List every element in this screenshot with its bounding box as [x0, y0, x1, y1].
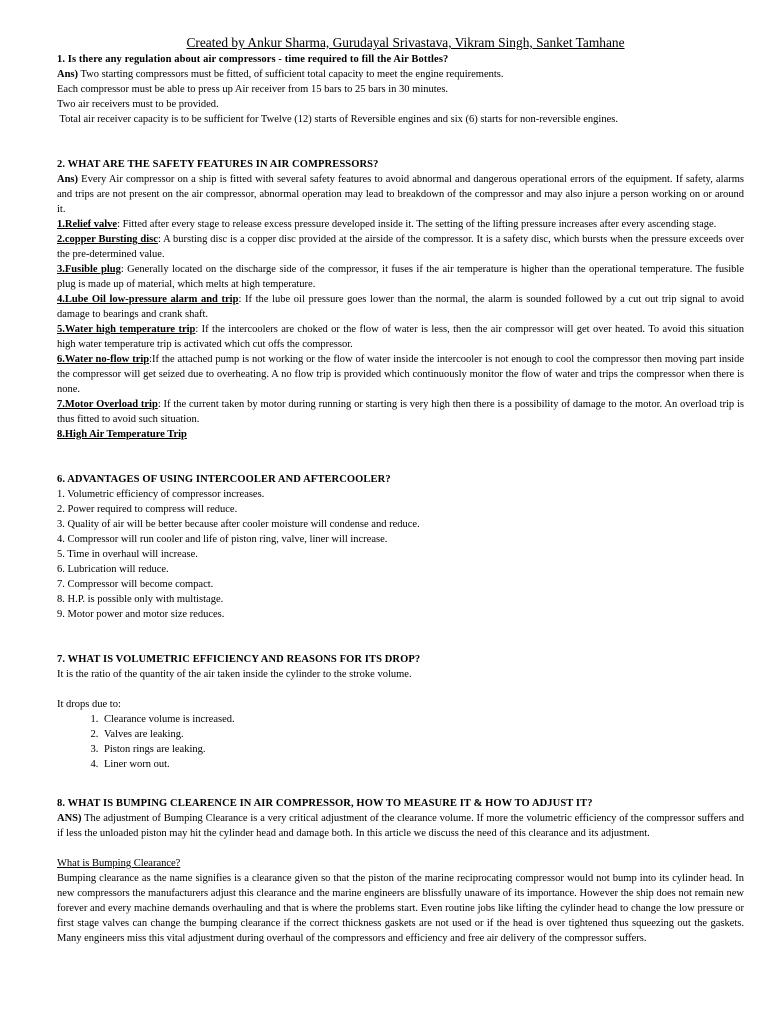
q2-item-label: 8.High Air Temperature Trip: [57, 429, 187, 440]
q2-item-label: 3.Fusible plug: [57, 264, 121, 275]
list-item: 9. Motor power and motor size reduces.: [57, 609, 225, 620]
q7-drops-intro: It drops due to:: [57, 699, 121, 710]
q1-line: Each compressor must be able to press up Air receiver from 15 bars to 25 bars in 30 minutes.: [57, 84, 449, 95]
q2-item-text: : If the current taken by motor during running or starting is very high then there is a possibility of damage to the motor. An overload trip is thus fitted to avoid such situation.: [57, 399, 744, 425]
list-item: 7. Compressor will become compact.: [57, 579, 214, 590]
q2-item: [57, 322, 744, 352]
q1-ans-text: Two starting compressors must be fitted, of sufficient total capacity to meet the engine requirements.: [78, 69, 504, 80]
list-item: 3. Quality of air will be better because after cooler moisture will condense and reduce.: [57, 519, 420, 530]
q2-item: [57, 397, 744, 427]
q2-item-label: 5.Water high temperature trip: [57, 324, 196, 335]
list-item: 8. H.P. is possible only with multistage.: [57, 594, 224, 605]
document-title: Created by Ankur Sharma, Gurudayal Srivastava, Vikram Singh, Sanket Tamhane: [186, 35, 625, 50]
q2-ans-label: Ans): [57, 174, 79, 185]
q1-question: 1. Is there any regulation about air compressors - time required to fill the Air Bottles?: [57, 54, 449, 65]
q2-item: [57, 262, 744, 292]
q2-item-label: 2.copper Bursting disc: [57, 234, 158, 245]
q8-paragraph: Bumping clearance as the name signifies is a clearance given so that the piston of the marine reciprocating compressor would not bump into its cylinder head. In new compressors the manufacturers adjust this clearance and the marine engineers are blissfully unaware of its importance. However the ship does not remain new forever and every machine demands overhauling and that is where the problems start. Even routine jobs like lifting the cylinder head to change the low pressure or first stage valves can change the bumping clearance if the correct thickness gaskets are not used or if the head is over tightened thus squeezing out the gaskets. Many engineers miss this vital adjustment during overhaul of the compressors and efficiency and free air delivery of the compressor suffers.: [57, 873, 744, 944]
list-item: 4. Compressor will run cooler and life of piston ring, valve, liner will increase.: [57, 534, 388, 545]
q2-item-text: : A bursting disc is a copper disc provided at the airside of the compressor. It is a safety disc, which bursts when the pressure exceeds over the pre-determined value.: [57, 234, 744, 260]
q1-ans-label: Ans): [57, 69, 79, 80]
q2-item-text: : Fitted after every stage to release excess pressure developed inside it. The setting of the lifting pressure increases after every ascending stage.: [117, 219, 717, 230]
q2-item: [57, 232, 744, 262]
q8-ans-text: The adjustment of Bumping Clearance is a very critical adjustment of the clearance volume. If more the volumetric efficiency of the compressor suffers and if less the unloaded piston may hit the cylinder head and damage both. In this article we discuss the need of this clearance and its adjustment.: [57, 813, 744, 839]
q8-subheading: [57, 856, 744, 871]
q6-heading: 6. ADVANTAGES OF USING INTERCOOLER AND AFTERCOOLER?: [57, 474, 391, 485]
q8-heading: 8. WHAT IS BUMPING CLEARENCE IN AIR COMPRESSOR, HOW TO MEASURE IT & HOW TO ADJUST IT?: [57, 798, 593, 809]
q8-subheading-text: What is Bumping Clearance?: [57, 858, 181, 869]
q7-definition: It is the ratio of the quantity of the air taken inside the cylinder to the stroke volume.: [57, 669, 412, 680]
list-item: 5. Time in overhaul will increase.: [57, 549, 198, 560]
q2-item-text: : If the intercoolers are choked or the flow of water is less, then the air compressor will get over heated. To avoid this situation high water temperature trip is activated which cut offs the compressor.: [57, 324, 744, 350]
q2-item-text: : Generally located on the discharge side of the compressor, it fuses if the air temperature is higher than the operational temperature. The fusible plug is made up of material, which melts at high temperature.: [57, 264, 744, 290]
q2-item: [57, 352, 744, 397]
list-item: 2. Power required to compress will reduce.: [57, 504, 238, 515]
q1-line: Total air receiver capacity is to be sufficient for Twelve (12) starts of Reversible engines and six (6) starts for non-reversible engines.: [57, 114, 618, 125]
q2-item-label: 1.Relief valve: [57, 219, 118, 230]
list-item: 2. Valves are leaking.: [101, 727, 744, 742]
list-item: 6. Lubrication will reduce.: [57, 564, 169, 575]
q2-item-label: 7.Motor Overload trip: [57, 399, 158, 410]
q2-answer: [57, 172, 744, 217]
q2-item: [57, 427, 744, 442]
q2-item: [57, 217, 744, 232]
q2-item: [57, 292, 744, 322]
list-item: 1. Clearance volume is increased.: [101, 712, 744, 727]
q1-line: Two air receivers must to be provided.: [57, 99, 219, 110]
q8-ans-label: ANS): [57, 813, 82, 824]
q7-drops-list: [57, 712, 744, 772]
list-item: 4. Liner worn out.: [101, 757, 744, 772]
list-item: 1. Volumetric efficiency of compressor increases.: [57, 489, 265, 500]
list-item: 3. Piston rings are leaking.: [101, 742, 744, 757]
q2-item-text: :If the attached pump is not working or the flow of water inside the intercooler is not enough to cool the compressor then moving part inside the compressor will get seized due to overheating. A no flow trip is provided which continuously monitor the flow of water and trips the compressor when there is none.: [57, 354, 744, 395]
q2-item-label: 6.Water no-flow trip: [57, 354, 150, 365]
q2-ans-text: Every Air compressor on a ship is fitted with several safety features to avoid abnormal and dangerous operational errors of the equipment. If safety, alarms and trips are not present on the air compressor, abnormal operation may lead to breakdown of the compressor and may also injure a person working on or around it.: [57, 174, 744, 215]
q7-heading: 7. WHAT IS VOLUMETRIC EFFICIENCY AND REASONS FOR ITS DROP?: [57, 654, 421, 665]
q2-item-text: : If the lube oil pressure goes lower than the normal, the alarm is sounded followed by a cut out trip signal to avoid damage to bearings and crank shaft.: [57, 294, 744, 320]
q2-item-label: 4.Lube Oil low-pressure alarm and trip: [57, 294, 239, 305]
q8-answer: [57, 811, 744, 841]
q2-heading: 2. WHAT ARE THE SAFETY FEATURES IN AIR COMPRESSORS?: [57, 159, 379, 170]
q1-answer: [57, 67, 744, 82]
